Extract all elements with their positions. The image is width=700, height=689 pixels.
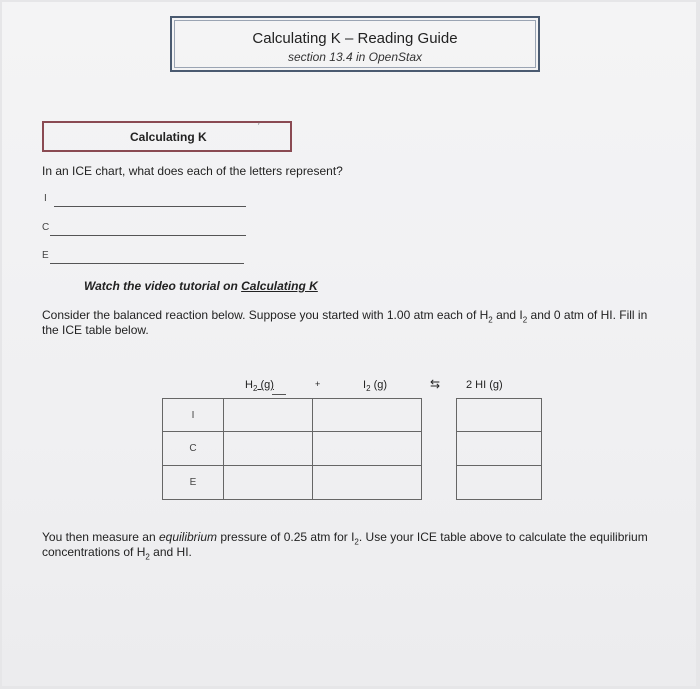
ice-gap: [422, 399, 457, 432]
ice-cell-h2-c[interactable]: [224, 432, 313, 466]
ice-cell-i2-c[interactable]: [313, 432, 422, 466]
consider-text-2: and I: [492, 308, 523, 322]
measure-text-3: . Use your ICE table above to calculate the equilibrium concentrations of H: [42, 530, 648, 559]
h2-underline-ext: [272, 394, 286, 395]
section-heading: Calculating K: [130, 130, 207, 144]
answer-line-i[interactable]: [54, 206, 246, 207]
consider-sub-1: 2: [488, 315, 493, 325]
ice-row-label-e: E: [163, 466, 224, 500]
ice-cell-hi-c[interactable]: [457, 432, 542, 466]
ice-row-label-i: I: [163, 399, 224, 432]
ice-cell-i2-i[interactable]: [313, 399, 422, 432]
ice-cell-hi-i[interactable]: [457, 399, 542, 432]
ice-table: [162, 398, 542, 500]
h2-sub: 2: [252, 384, 258, 394]
measure-sub-1: 2: [354, 537, 359, 547]
measure-sub-2: 2: [145, 552, 150, 562]
letter-c: C: [42, 222, 50, 233]
page-title: Calculating K – Reading Guide: [252, 30, 458, 47]
answer-line-c[interactable]: [50, 235, 246, 236]
equation-i2: [363, 379, 388, 394]
video-instruction: [84, 279, 318, 293]
reaction-instructions: [42, 308, 662, 338]
question-ice-letters: In an ICE chart, what does each of the letters represent?: [42, 164, 343, 178]
measure-text-4: and HI.: [149, 545, 192, 559]
ice-row-i: [163, 399, 542, 432]
title-box: [170, 16, 540, 72]
answer-line-e[interactable]: [50, 263, 244, 264]
h2-state: (g): [257, 379, 274, 391]
stray-mark: ′: [258, 121, 260, 131]
video-link[interactable]: Calculating K: [241, 279, 318, 293]
i2-sub: 2: [366, 384, 371, 394]
measure-text-1: You then measure an: [42, 530, 159, 544]
equilibrium-arrow-icon: ⇆: [430, 377, 441, 391]
ice-row-e: [163, 466, 542, 500]
i2-symbol: I: [363, 379, 367, 391]
consider-text-3: and 0 atm of HI. Fill in the ICE table below.: [42, 308, 648, 337]
ice-gap: [422, 466, 457, 500]
ice-row-c: [163, 432, 542, 466]
ice-cell-h2-i[interactable]: [224, 399, 313, 432]
equation-h2: [245, 379, 274, 394]
page-subtitle: section 13.4 in OpenStax: [287, 50, 423, 64]
section-heading-box: [42, 121, 292, 152]
ice-cell-h2-e[interactable]: [224, 466, 313, 500]
equation-plus: +: [315, 379, 321, 389]
measure-italic: equilibrium: [158, 530, 218, 544]
consider-sub-2: 2: [522, 315, 528, 325]
letter-e: E: [42, 250, 49, 261]
i2-state: (g): [370, 379, 388, 391]
consider-text-1: Consider the balanced reaction below. Suppose you started with 1.00 atm each of H: [42, 308, 489, 322]
equilibrium-question: [42, 530, 652, 560]
measure-text-2: pressure of 0.25 atm for I: [217, 530, 355, 544]
ice-gap: [422, 432, 457, 466]
worksheet-page: [2, 2, 696, 686]
letter-i: I: [44, 193, 47, 204]
ice-cell-i2-e[interactable]: [313, 466, 422, 500]
ice-cell-hi-e[interactable]: [457, 466, 542, 500]
ice-row-label-c: C: [163, 432, 224, 466]
video-prefix: Watch the video tutorial on: [84, 279, 242, 293]
h2-symbol: H: [245, 379, 253, 391]
equation-hi: 2 HI (g): [466, 379, 503, 391]
